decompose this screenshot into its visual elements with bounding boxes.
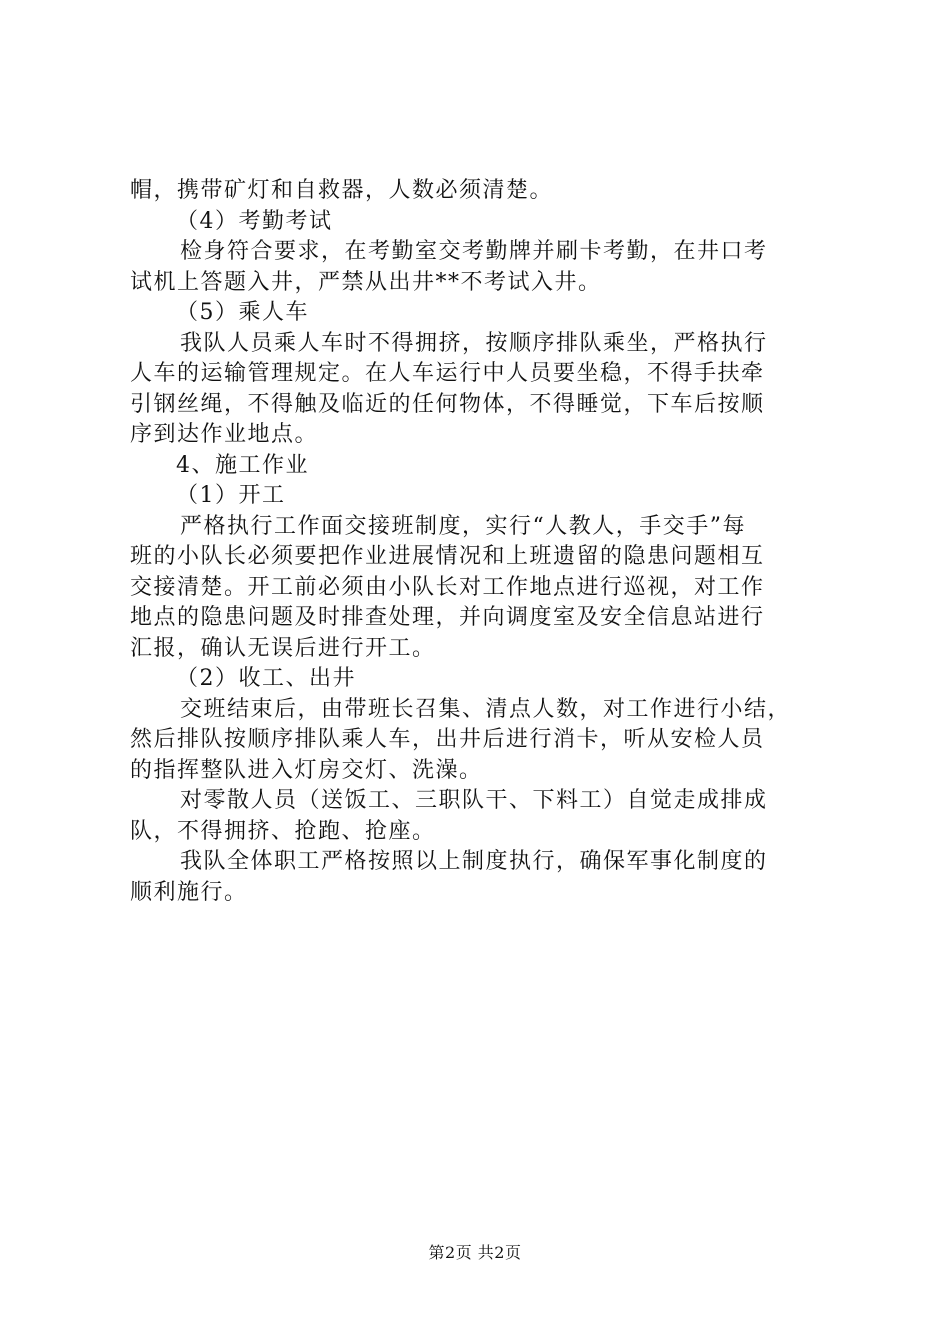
text-line: 班的小队长必须要把作业进展情况和上班遗留的隐患问题相互 [130, 544, 765, 569]
text-line: 然后排队按顺序排队乘人车，出井后进行消卡，听从安检人员 [130, 727, 765, 752]
text-line: 帽，携带矿灯和自救器，人数必须清楚。 [130, 178, 554, 203]
text-line: 严格执行工作面交接班制度，实行“人教人，手交手”每 [180, 513, 746, 539]
subsection-heading: （4）考勤考试 [176, 208, 333, 234]
document-body [130, 176, 835, 908]
text-line: 人车的运输管理规定。在人车运行中人员要坐稳，不得手扶牵 [130, 361, 765, 386]
text-line: 汇报，确认无误后进行开工。 [130, 635, 436, 661]
text-line: 顺利施行。 [130, 879, 248, 905]
page-number: 第2页 共2页 [428, 1243, 522, 1262]
text-line: 我队全体职工严格按照以上制度执行，确保军事化制度的 [180, 849, 768, 874]
text-line: 地点的隐患问题及时排查处理，并向调度室及安全信息站进行 [130, 605, 765, 630]
text-line: 试机上答题入井，严禁从出井**不考试入井。 [130, 269, 602, 295]
text-line: 的指挥整队进入灯房交灯、洗澡。 [130, 757, 483, 783]
text-line: 对零散人员（送饭工、三职队干、下料工）自觉走成排成 [180, 788, 768, 813]
text-line: 队，不得拥挤、抢跑、抢座。 [130, 818, 436, 844]
text-line: 序到达作业地点。 [130, 422, 319, 447]
subsection-heading: （2）收工、出井 [176, 666, 356, 691]
text-line: 我队人员乘人车时不得拥挤，按顺序排队乘坐，严格执行 [180, 330, 768, 356]
subsection-heading: （1）开工 [176, 483, 286, 508]
subsection-heading: （5）乘人车 [176, 300, 309, 325]
text-line: 引钢丝绳，不得触及临近的任何物体，不得睡觉，下车后按顺 [130, 391, 765, 417]
text-line: 交接清楚。开工前必须由小队长对工作地点进行巡视，对工作 [130, 574, 765, 600]
page-footer [0, 1243, 950, 1263]
text-line: 检身符合要求，在考勤室交考勤牌并刷卡考勤，在井口考 [180, 239, 768, 264]
section-heading: 4、施工作业 [176, 452, 309, 478]
text-line: 交班结束后，由带班长召集、清点人数，对工作进行小结， [180, 696, 792, 722]
